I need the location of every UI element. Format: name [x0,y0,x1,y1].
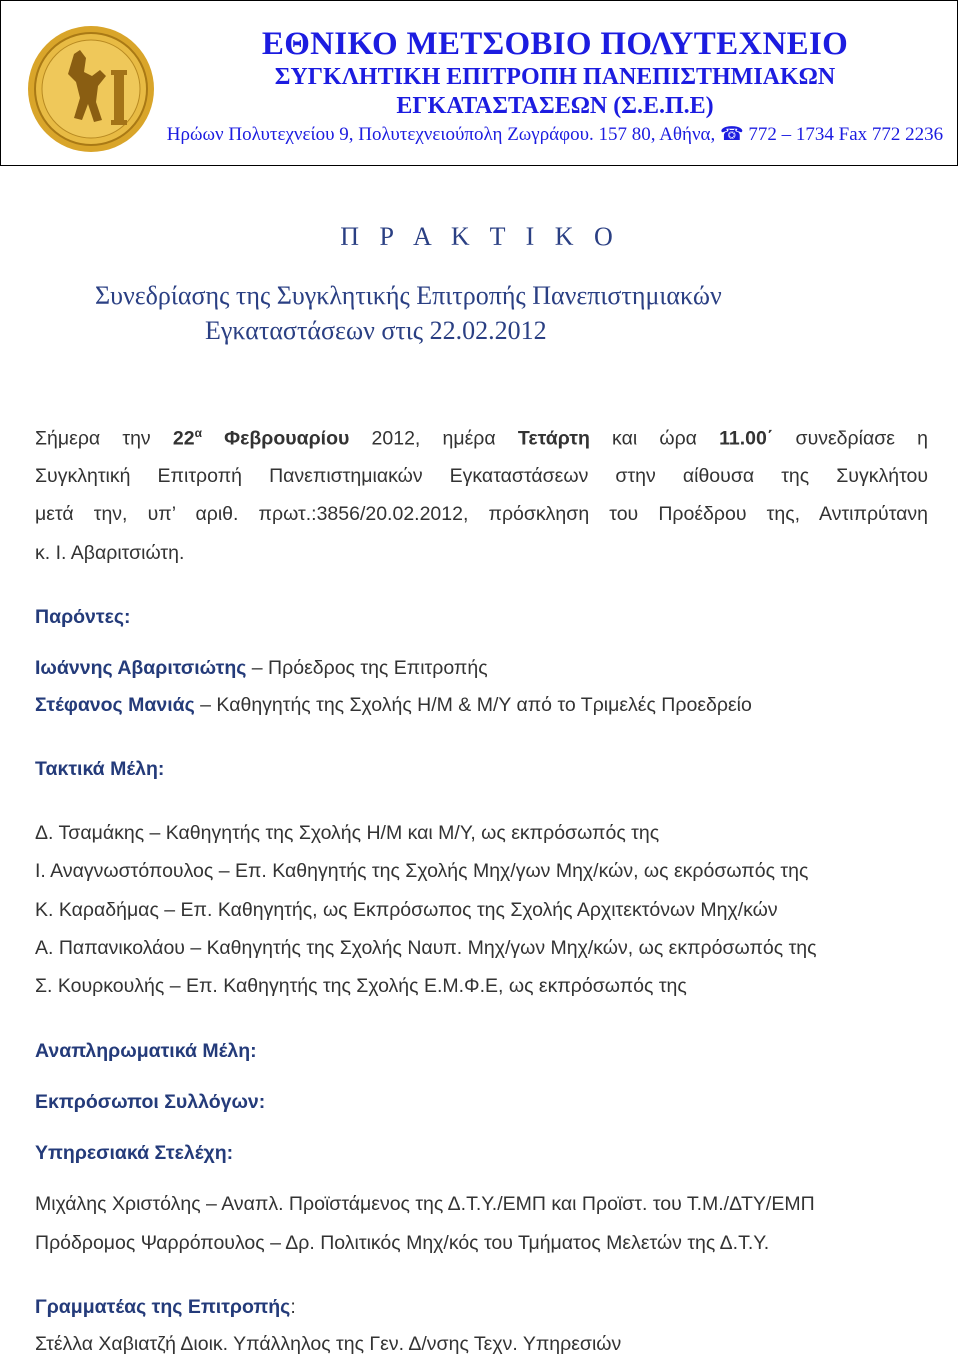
alternate-members-label: Αναπληρωματικά Μέλη: [35,1040,257,1062]
present-label: Παρόντες: [35,606,131,628]
ntua-seal-icon [26,24,156,154]
address-line: Ηρώων Πολυτεχνείου 9, Πολυτεχνειούπολη Ζωγράφου. 157 80, Αθήνα, ☎ 772 – 1734 Fax 772 2236 [166,124,944,145]
intro-line-1: Σήμερα την $22^\alpha$ Φεβρουαρίου 2012, ημέρα Τετάρτη και ώρα 11.00΄ συνεδρίασε η [35,426,928,450]
committee-name-line1: ΣΥΓΚΛΗΤΙΚΗ ΕΠΙΤΡΟΠΗ ΠΑΝΕΠΙΣΤΗΜΙΑΚΩΝ [274,64,836,90]
document-title: Π Ρ Α Κ Τ Ι Κ Ο [340,222,620,251]
staff-label: Υπηρεσιακά Στελέχη: [35,1142,234,1164]
regular-member-3: Κ. Καραδήμας – Επ. Καθηγητής, ως Εκπρόσωπος της Σχολής Αρχιτεκτόνων Μηχ/κών [35,899,778,921]
present-member-1: Ιωάννης Αβαριτσιώτης – Πρόεδρος της Επιτροπής [35,657,488,679]
regular-member-4: Α. Παπανικολάου – Καθηγητής της Σχολής Ναυπ. Μηχ/γων Μηχ/κών, ως εκπρόσωπός της [35,937,817,959]
regular-member-1: Δ. Τσαμάκης – Καθηγητής της Σχολής Η/Μ και Μ/Υ, ως εκπρόσωπός της [35,822,660,844]
staff-member-2: Πρόδρομος Ψαρρόπουλος – Δρ. Πολιτικός Μηχ/κός του Τμήματος Μελετών της Δ.Τ.Υ. [35,1232,770,1254]
staff-member-1: Μιχάλης Χριστόλης – Αναπλ. Προϊστάμενος της Δ.Τ.Υ./ΕΜΠ και Προϊστ. του Τ.Μ./ΔΤΥ/ΕΜΠ [35,1193,815,1215]
institution-name: ΕΘΝΙΚΟ ΜΕΤΣΟΒΙΟ ΠΟΛΥΤΕΧΝΕΙΟ [261,26,849,62]
intro-line-3: μετά την, υπ’ αριθ. πρωτ.:3856/20.02.2012, πρόσκληση του Προέδρου της, Αντιπρύτανη [35,503,928,525]
secretary-label: Γραμματέας της Επιτροπής: [35,1296,296,1318]
committee-name-line2: ΕΓΚΑΤΑΣΤΑΣΕΩΝ (Σ.Ε.Π.Ε) [396,93,714,119]
regular-member-2: Ι. Αναγνωστόπουλος – Επ. Καθηγητής της Σχολής Μηχ/γων Μηχ/κών, ως εκρόσωπός της [35,860,809,882]
subject-line-2: Εγκαταστάσεων στις 22.02.2012 [205,316,547,345]
associations-label: Εκπρόσωποι Συλλόγων: [35,1091,266,1113]
subject-line-1: Συνεδρίασης της Συγκλητικής Επιτροπής Πανεπιστημιακών [95,281,722,310]
regular-members-label: Τακτικά Μέλη: [35,758,165,780]
present-member-2: Στέφανος Μανιάς – Καθηγητής της Σχολής Η/Μ & Μ/Υ από το Τριμελές Προεδρείο [35,694,752,716]
secretary-name: Στέλλα Χαβιατζή Διοικ. Υπάλληλος της Γεν. Δ/νσης Τεχν. Υπηρεσιών [35,1333,622,1355]
intro-line-4: κ. Ι. Αβαριτσιώτη. [35,542,185,564]
intro-line-2: Συγκλητική Επιτροπή Πανεπιστημιακών Εγκαταστάσεων στην αίθουσα της Συγκλήτου [35,465,928,487]
regular-member-5: Σ. Κουρκουλής – Επ. Καθηγητής της Σχολής Ε.Μ.Φ.Ε, ως εκπρόσωπός της [35,975,687,997]
